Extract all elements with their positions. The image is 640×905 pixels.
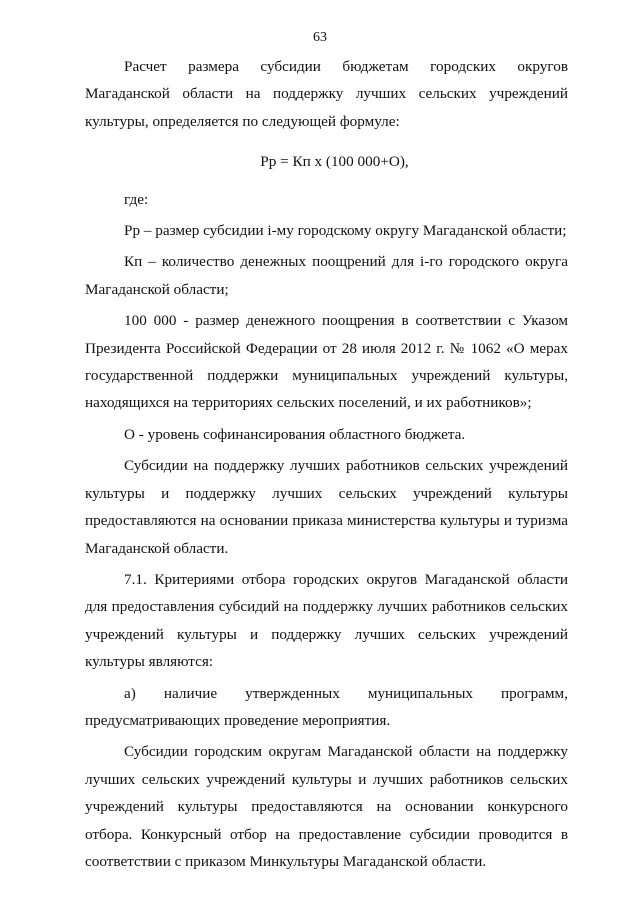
item-a-word: наличие: [163, 684, 218, 702]
paragraph-def-100000: 100 000 - размер денежного поощрения в соответствии с Указом Президента Российской Федерации от 28 июля 2012 г. № 1062 «О мерах государственной поддержки муниципальных учреждений культуры, находящихся на территориях сельских поселений, и их работников»;: [85, 312, 568, 412]
document-body: [85, 53, 568, 875]
paragraph-where: где:: [124, 190, 149, 208]
paragraph-def-pp: Pp – размер субсидии i-му городскому округу Магаданской области;: [124, 222, 567, 240]
paragraph-def-kp: Кп – количество денежных поощрений для i-го городского округа Магаданской области;: [85, 253, 568, 298]
formula: Pp = Кп х (100 000+О),: [260, 153, 409, 171]
criteria-item-a-continuation: предусматривающих проведение мероприятия.: [85, 711, 391, 729]
item-a-word: утвержденных: [245, 684, 340, 702]
paragraph-def-o: О - уровень софинансирования областного бюджета.: [124, 425, 466, 443]
paragraph-subsidies-basis: Субсидии на поддержку лучших работников сельских учреждений культуры и поддержку лучших сельских учреждений культуры предоставляются на основании приказа министерства культуры и туризма Магаданской области.: [85, 457, 568, 557]
paragraph-competitive-selection: Субсидии городским округам Магаданской области на поддержку лучших сельских учреждений культуры и лучших работников сельских учреждений культуры предоставляются на основании конкурсного отбора. Конкурсный отбор на предоставление субсидии проводится в соответствии с приказом Минкультуры Магаданской области.: [85, 743, 568, 870]
item-a-word: а): [124, 684, 136, 702]
item-a-word: программ,: [501, 684, 568, 702]
page-number: 63: [313, 30, 327, 45]
criteria-item-a: [85, 680, 568, 707]
item-a-word: муниципальных: [367, 684, 473, 702]
paragraph-criteria-7-1: 7.1. Критериями отбора городских округов Магаданской области для предоставления субсидий на поддержку лучших работников сельских учреждений культуры и поддержку лучших сельских учреждений культуры являются:: [85, 570, 568, 671]
paragraph-calculation-intro: Расчет размера субсидии бюджетам городских округов Магаданской области на поддержку лучших сельских учреждений культуры, определяется по следующей формуле:: [85, 58, 568, 130]
